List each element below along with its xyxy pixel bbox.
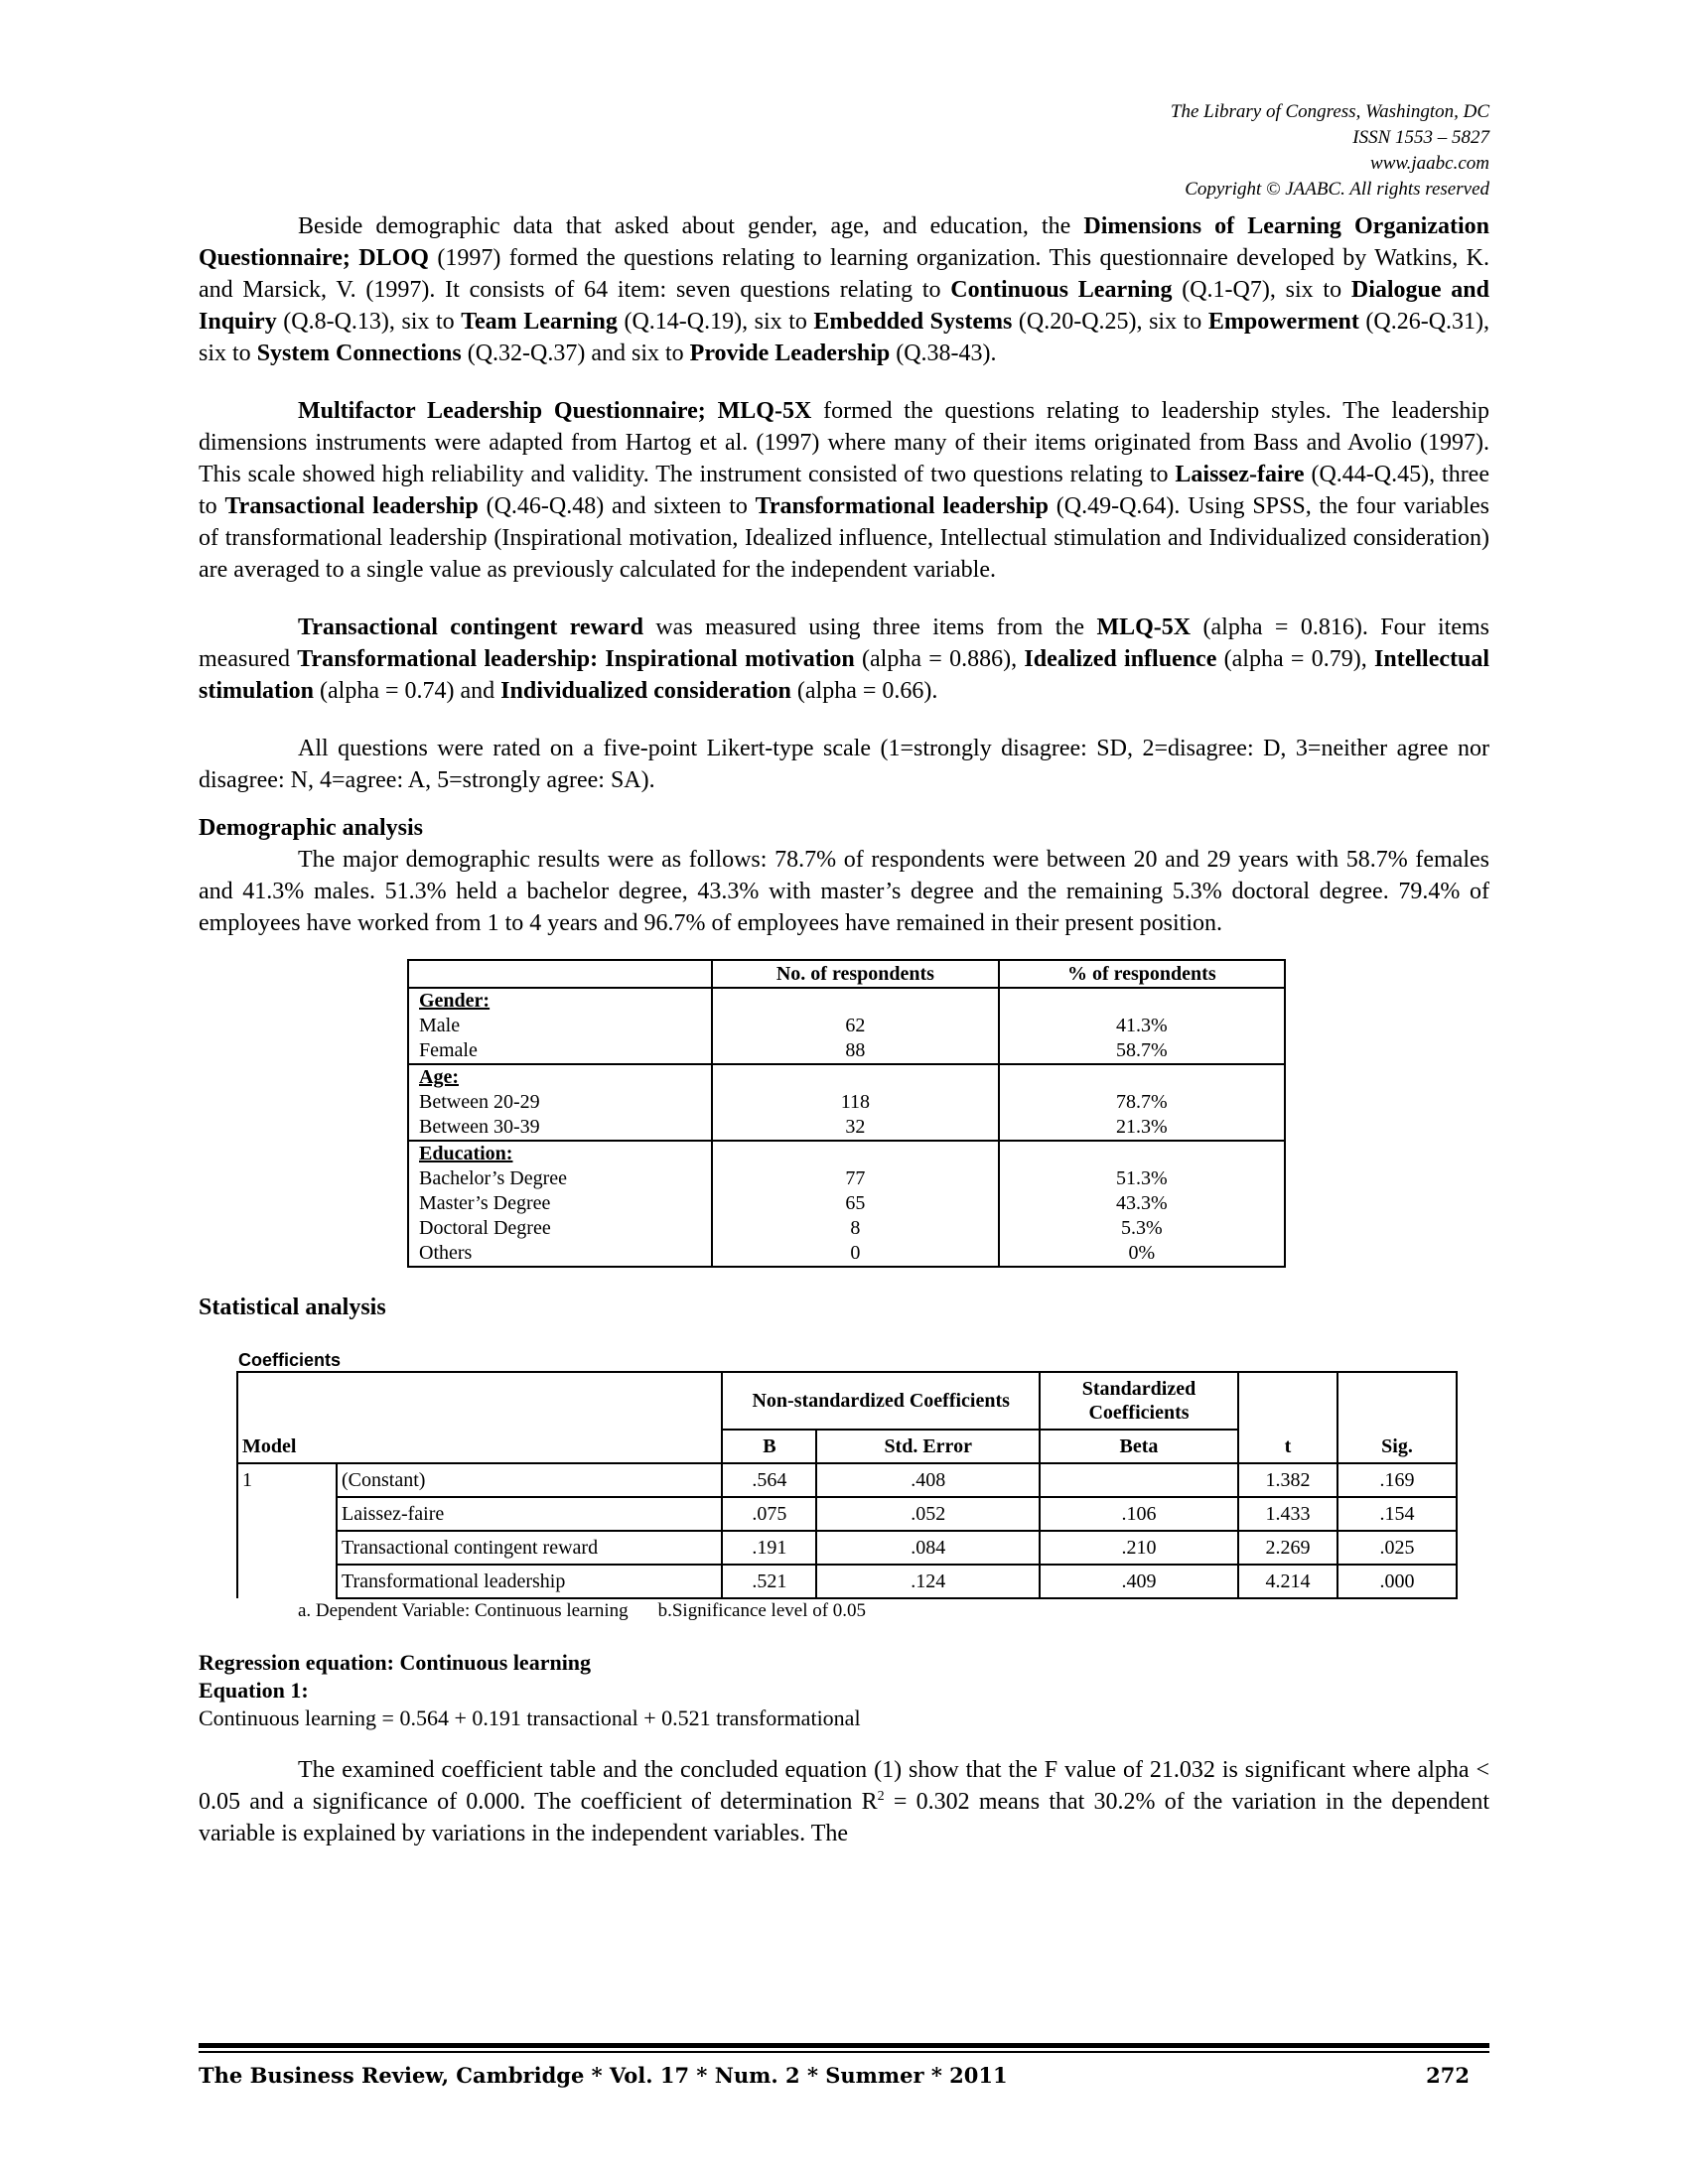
note-significance: b.Significance level of 0.05	[657, 1600, 867, 1621]
article-body	[199, 210, 1489, 1849]
demo-header-count: No. of respondents	[712, 960, 998, 988]
coef-header-nonstd: Non-standardized Coefficients	[722, 1372, 1040, 1430]
demo-group-education	[408, 1141, 1285, 1267]
paragraph-dloq: Beside demographic data that asked about gender, age, and education, the Dimensions of Learning Organization Questionnaire; DLOQ (1997) formed the questions relating to learning organization. This questionnaire developed by Watkins, K. and Marsick, V. (1997). It consists of 64 item: seven questions relating to Continuous Learning (Q.1-Q7), six to Dialogue and Inquiry (Q.8-Q.13), six to Team Learning (Q.14-Q.19), six to Embedded Systems (Q.20-Q.25), six to Empowerment (Q.26-Q.31), six to System Connections (Q.32-Q.37) and six to Provide Leadership (Q.38-43).	[199, 213, 1490, 366]
demo-header-blank	[408, 960, 712, 988]
paragraph-reliability: Transactional contingent reward was measured using three items from the MLQ-5X (alpha = 0.816). Four items measured Transformational leadership: Inspirational motivation (alpha = 0.886), Idealized influence (alpha = 0.79), Intellectual stimulation (alpha = 0.74) and Individualized consideration (alpha = 0.66).	[199, 614, 1490, 704]
note-dependent-variable: a. Dependent Variable: Continuous learning	[298, 1600, 629, 1621]
coefficients-table	[236, 1371, 1458, 1599]
paragraph-mlq: Multifactor Leadership Questionnaire; MLQ-5X formed the questions relating to leadership styles. The leadership dimensions instruments were adapted from Hartog et al. (1997) where many of their items originated from Bass and Avolio (1997). This scale showed high reliability and validity. The instrument consisted of two questions relating to Laissez-faire (Q.44-Q.45), three to Transactional leadership (Q.46-Q.48) and sixteen to Transformational leadership (Q.49-Q.64). Using SPSS, the four variables of transformational leadership (Inspirational motivation, Idealized influence, Intellectual stimulation and Individualized consideration) are averaged to a single value as previously calculated for the independent variable.	[199, 398, 1489, 583]
header-line-2: ISSN 1553 – 5827	[1352, 127, 1489, 148]
coef-header-b: B	[722, 1430, 816, 1463]
footer-rule-thick	[199, 2043, 1489, 2048]
demo-group-age	[408, 1064, 1285, 1141]
header-line-1: The Library of Congress, Washington, DC	[1170, 101, 1489, 122]
footer-rule-thin	[199, 2051, 1489, 2053]
table-row: Transformational leadership .521 .124 .409 4.214 .000	[237, 1565, 1457, 1598]
regression-heading: Regression equation: Continuous learning	[199, 1650, 592, 1675]
page-footer	[199, 2063, 1489, 2088]
equation-heading: Equation 1:	[199, 1678, 309, 1703]
table-row: Between 30-39 32 21.3%	[408, 1115, 1285, 1141]
coef-header-se: Std. Error	[816, 1430, 1040, 1463]
header-line-4: Copyright © JAABC. All rights reserved	[1185, 179, 1489, 200]
coef-header-t: t	[1238, 1430, 1337, 1463]
coefficients-notes	[298, 1599, 1489, 1623]
statistical-heading: Statistical analysis	[199, 1295, 386, 1320]
group-title: Gender:	[408, 988, 712, 1014]
model-number: 1	[237, 1463, 337, 1598]
page-number: 272	[1426, 2063, 1470, 2088]
demographic-heading: Demographic analysis	[199, 815, 424, 841]
demo-header-percent: % of respondents	[999, 960, 1285, 988]
table-row: Between 20-29 118 78.7%	[408, 1090, 1285, 1115]
equation-text: Continuous learning = 0.564 + 0.191 transactional + 0.521 transformational	[199, 1706, 861, 1730]
table-row: 1 (Constant) .564 .408 1.382 .169	[237, 1463, 1457, 1497]
demo-group-gender	[408, 988, 1285, 1064]
paragraph-likert: All questions were rated on a five-point Likert-type scale (1=strongly disagree: SD, 2=disagree: D, 3=neither agree nor disagree: N, 4=agree: A, 5=strongly agree: SA).	[199, 736, 1489, 793]
coef-header-std: Standardized Coefficients	[1040, 1372, 1238, 1430]
table-row: Female 88 58.7%	[408, 1038, 1285, 1064]
paragraph-interpretation: The examined coefficient table and the concluded equation (1) show that the F value of 21.032 is significant where alpha < 0.05 and a significance of 0.000. The coefficient of determination $R^2 = 0.302$ means that 30.2% of the variation in the dependent variable is explained by variations in the independent variables. The	[199, 1757, 1489, 1846]
header-line-3: www.jaabc.com	[1370, 153, 1489, 174]
journal-header	[1171, 99, 1489, 203]
demographics-table	[407, 959, 1286, 1268]
coefficients-title: Coefficients	[238, 1350, 342, 1370]
coef-header-sig: Sig.	[1337, 1430, 1457, 1463]
table-row: Transactional contingent reward .191 .084 .210 2.269 .025	[237, 1531, 1457, 1565]
coef-header-model: Model	[237, 1372, 722, 1463]
table-row: Male 62 41.3%	[408, 1014, 1285, 1038]
table-row: Doctoral Degree 8 5.3%	[408, 1216, 1285, 1241]
paragraph-demographics: The major demographic results were as follows: 78.7% of respondents were between 20 and 29 years with 58.7% females and 41.3% males. 51.3% held a bachelor degree, 43.3% with master’s degree and the remaining 5.3% doctoral degree. 79.4% of employees have worked from 1 to 4 years and 96.7% of employees have remained in their present position.	[199, 847, 1489, 936]
table-row: Master’s Degree 65 43.3%	[408, 1191, 1285, 1216]
table-row: Bachelor’s Degree 77 51.3%	[408, 1166, 1285, 1191]
coef-header-beta: Beta	[1040, 1430, 1238, 1463]
group-title: Education:	[408, 1141, 712, 1166]
table-row: Others 0 0%	[408, 1241, 1285, 1267]
footer-journal: The Business Review, Cambridge * Vol. 17 * Num. 2 * Summer * 2011	[199, 2063, 1008, 2088]
table-row: Laissez-faire .075 .052 .106 1.433 .154	[237, 1497, 1457, 1531]
group-title: Age:	[408, 1064, 712, 1090]
